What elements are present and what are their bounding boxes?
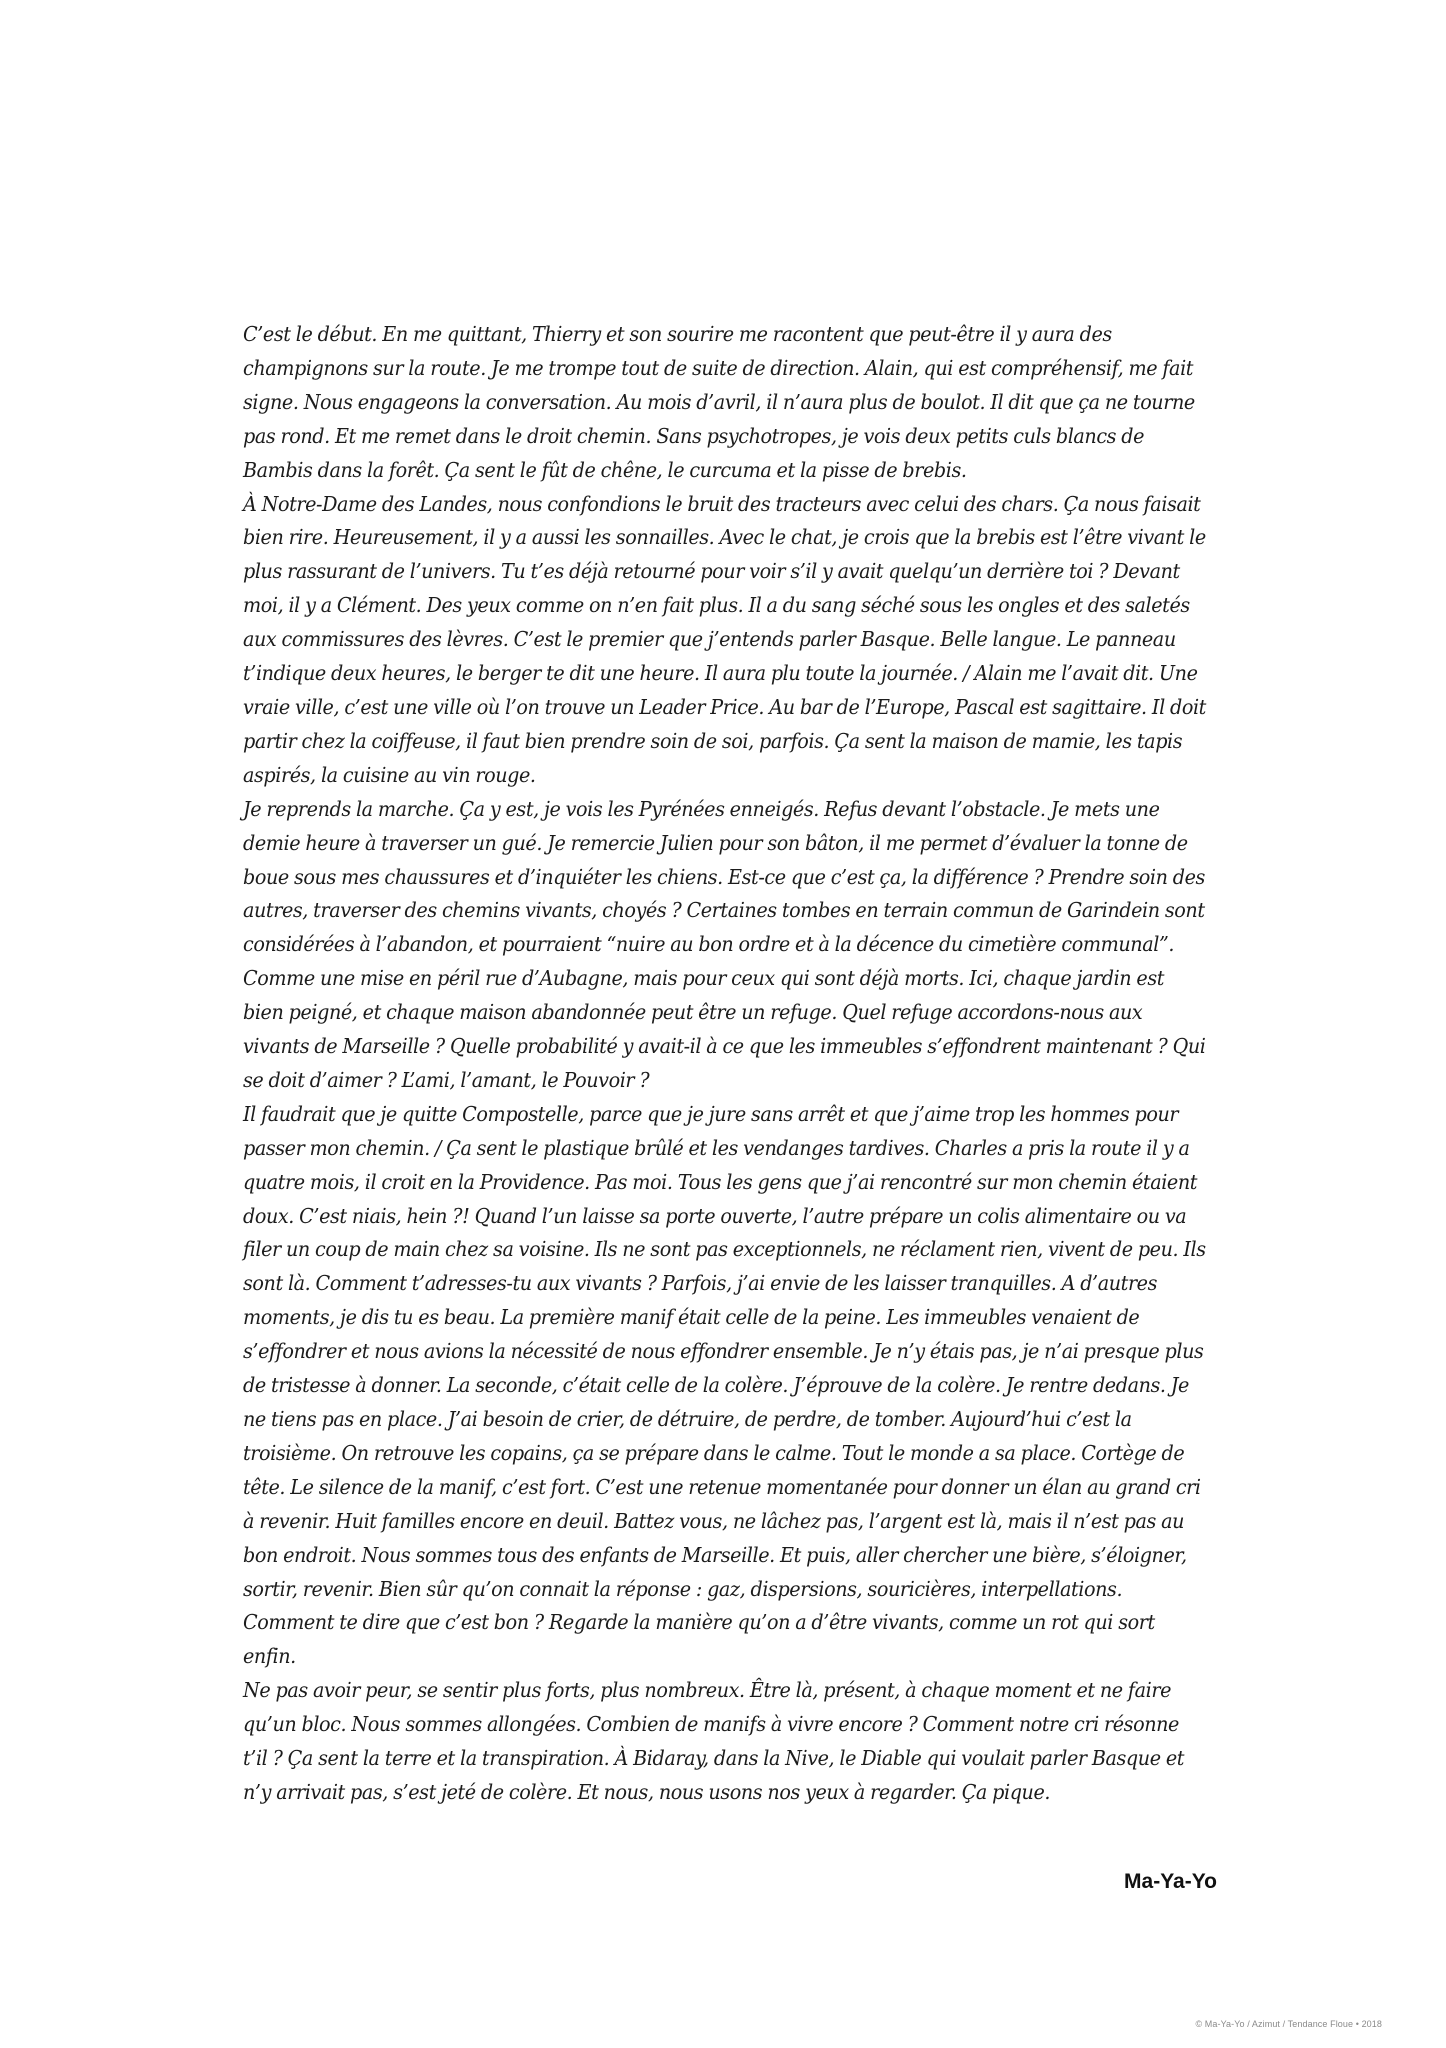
paragraph-4: Il faudrait que je quitte Compostelle, parce que je jure sans arrêt et que j’aime trop les hommes pour passer mon chemin. / Ça sent le plastique brûlé et les vendanges tardives. Charles a pris la route il y a quatre mois, il croit en la Providence. Pas moi. Tous les gens que j’ai rencontré sur mon chemin étaient doux. C’est niais, hein ?! Quand l’un laisse sa porte ouverte, l’autre prépare un colis alimentaire ou va filer un coup de main chez sa voisine. Ils ne sont pas exceptionnels, ne réclament rien, vivent de peu. Ils sont là. Comment t’adresses-tu aux vivants ? Parfois, j’ai envie de les laisser tranquilles. A d’autres moments, je dis tu es beau. La première manif était celle de la peine. Les immeubles venaient de s’effondrer et nous avions la nécessité de nous effondrer ensemble. Je n’y étais pas, je n’ai presque plus de tristesse à donner. La seconde, c’était celle de la colère. J’éprouve de la colère. Je rentre dedans. Je ne tiens pas en place. J’ai besoin de crier, de détruire, de perdre, de tomber. Aujourd’hui c’est la troisième. On retrouve les copains, ça se prépare dans le calme. Tout le monde a sa place. Cortège de tête. Le silence de la manif, c’est fort. C’est une retenue momentanée pour donner un élan au grand cri à revenir. Huit familles encore en deuil. Battez vous, ne lâchez pas, l’argent est là, mais il n’est pas au bon endroit. Nous sommes tous des enfants de Marseille. Et puis, aller chercher une bière, s’éloigner, sortir, revenir. Bien sûr qu’on connait la réponse : gaz, dispersions, souricières, interpellations. Comment te dire que c’est bon ? Regarde la manière qu’on a d’être vivants, comme un rot qui sort enfin. <box>243 1101 1206 1669</box>
paragraph-2: À Notre-Dame des Landes, nous confondions le bruit des tracteurs avec celui des chars. Ça nous faisait bien rire. Heureusement, il y a aussi les sonnailles. Avec le chat, je crois que la brebis est l’être vivant le plus rassurant de l’univers. Tu t’es déjà retourné pour voir s’il y avait quelqu’un derrière toi ? Devant moi, il y a Clément. Des yeux comme on n’en fait plus. Il a du sang séché sous les ongles et des saletés aux commissures des lèvres. C’est le premier que j’entends parler Basque. Belle langue. Le panneau t’indique deux heures, le berger te dit une heure. Il aura plu toute la journée. / Alain me l’avait dit. Une vraie ville, c’est une ville où l’on trouve un Leader Price. Au bar de l’Europe, Pascal est sagittaire. Il doit partir chez la coiffeuse, il faut bien prendre soin de soi, parfois. Ça sent la maison de mamie, les tapis aspirés, la cuisine au vin rouge. <box>243 491 1206 787</box>
copyright-credit: © Ma-Ya-Yo / Azimut / Tendance Floue • 2018 <box>1195 2019 1382 2029</box>
body-text <box>243 318 1206 1810</box>
paragraph-5: Ne pas avoir peur, se sentir plus forts, plus nombreux. Être là, présent, à chaque moment et ne faire qu’un bloc. Nous sommes allongées. Combien de manifs à vivre encore ? Comment notre cri résonne t’il ? Ça sent la terre et la transpiration. À Bidaray, dans la Nive, le Diable qui voulait parler Basque et n’y arrivait pas, s’est jeté de colère. Et nous, nous usons nos yeux à regarder. Ça pique. <box>243 1678 1185 1804</box>
paragraph-1: C’est le début. En me quittant, Thierry et son sourire me racontent que peut-être il y aura des champignons sur la route. Je me trompe tout de suite de direction. Alain, qui est compréhensif, me fait signe. Nous engageons la conversation. Au mois d’avril, il n’aura plus de boulot. Il dit que ça ne tourne pas rond. Et me remet dans le droit chemin. Sans psychotropes, je vois deux petits culs blancs de Bambis dans la forêt. Ça sent le fût de chêne, le curcuma et la pisse de brebis. <box>243 322 1195 482</box>
paragraph-3: Je reprends la marche. Ça y est, je vois les Pyrénées enneigés. Refus devant l’obstacle. Je mets une demie heure à traverser un gué. Je remercie Julien pour son bâton, il me permet d’évaluer la tonne de boue sous mes chaussures et d’inquiéter les chiens. Est-ce que c’est ça, la différence ? Prendre soin des autres, traverser des chemins vivants, choyés ? Certaines tombes en terrain commun de Garindein sont considérées à l’abandon, et pourraient “nuire au bon ordre et à la décence du cimetière communal”. Comme une mise en péril rue d’Aubagne, mais pour ceux qui sont déjà morts. Ici, chaque jardin est bien peigné, et chaque maison abandonnée peut être un refuge. Quel refuge accordons-nous aux vivants de Marseille ? Quelle probabilité y avait-il à ce que les immeubles s’effondrent maintenant ? Qui se doit d’aimer ? L’ami, l’amant, le Pouvoir ? <box>243 796 1206 1092</box>
author-signature: Ma-Ya-Yo <box>1124 1870 1217 1893</box>
